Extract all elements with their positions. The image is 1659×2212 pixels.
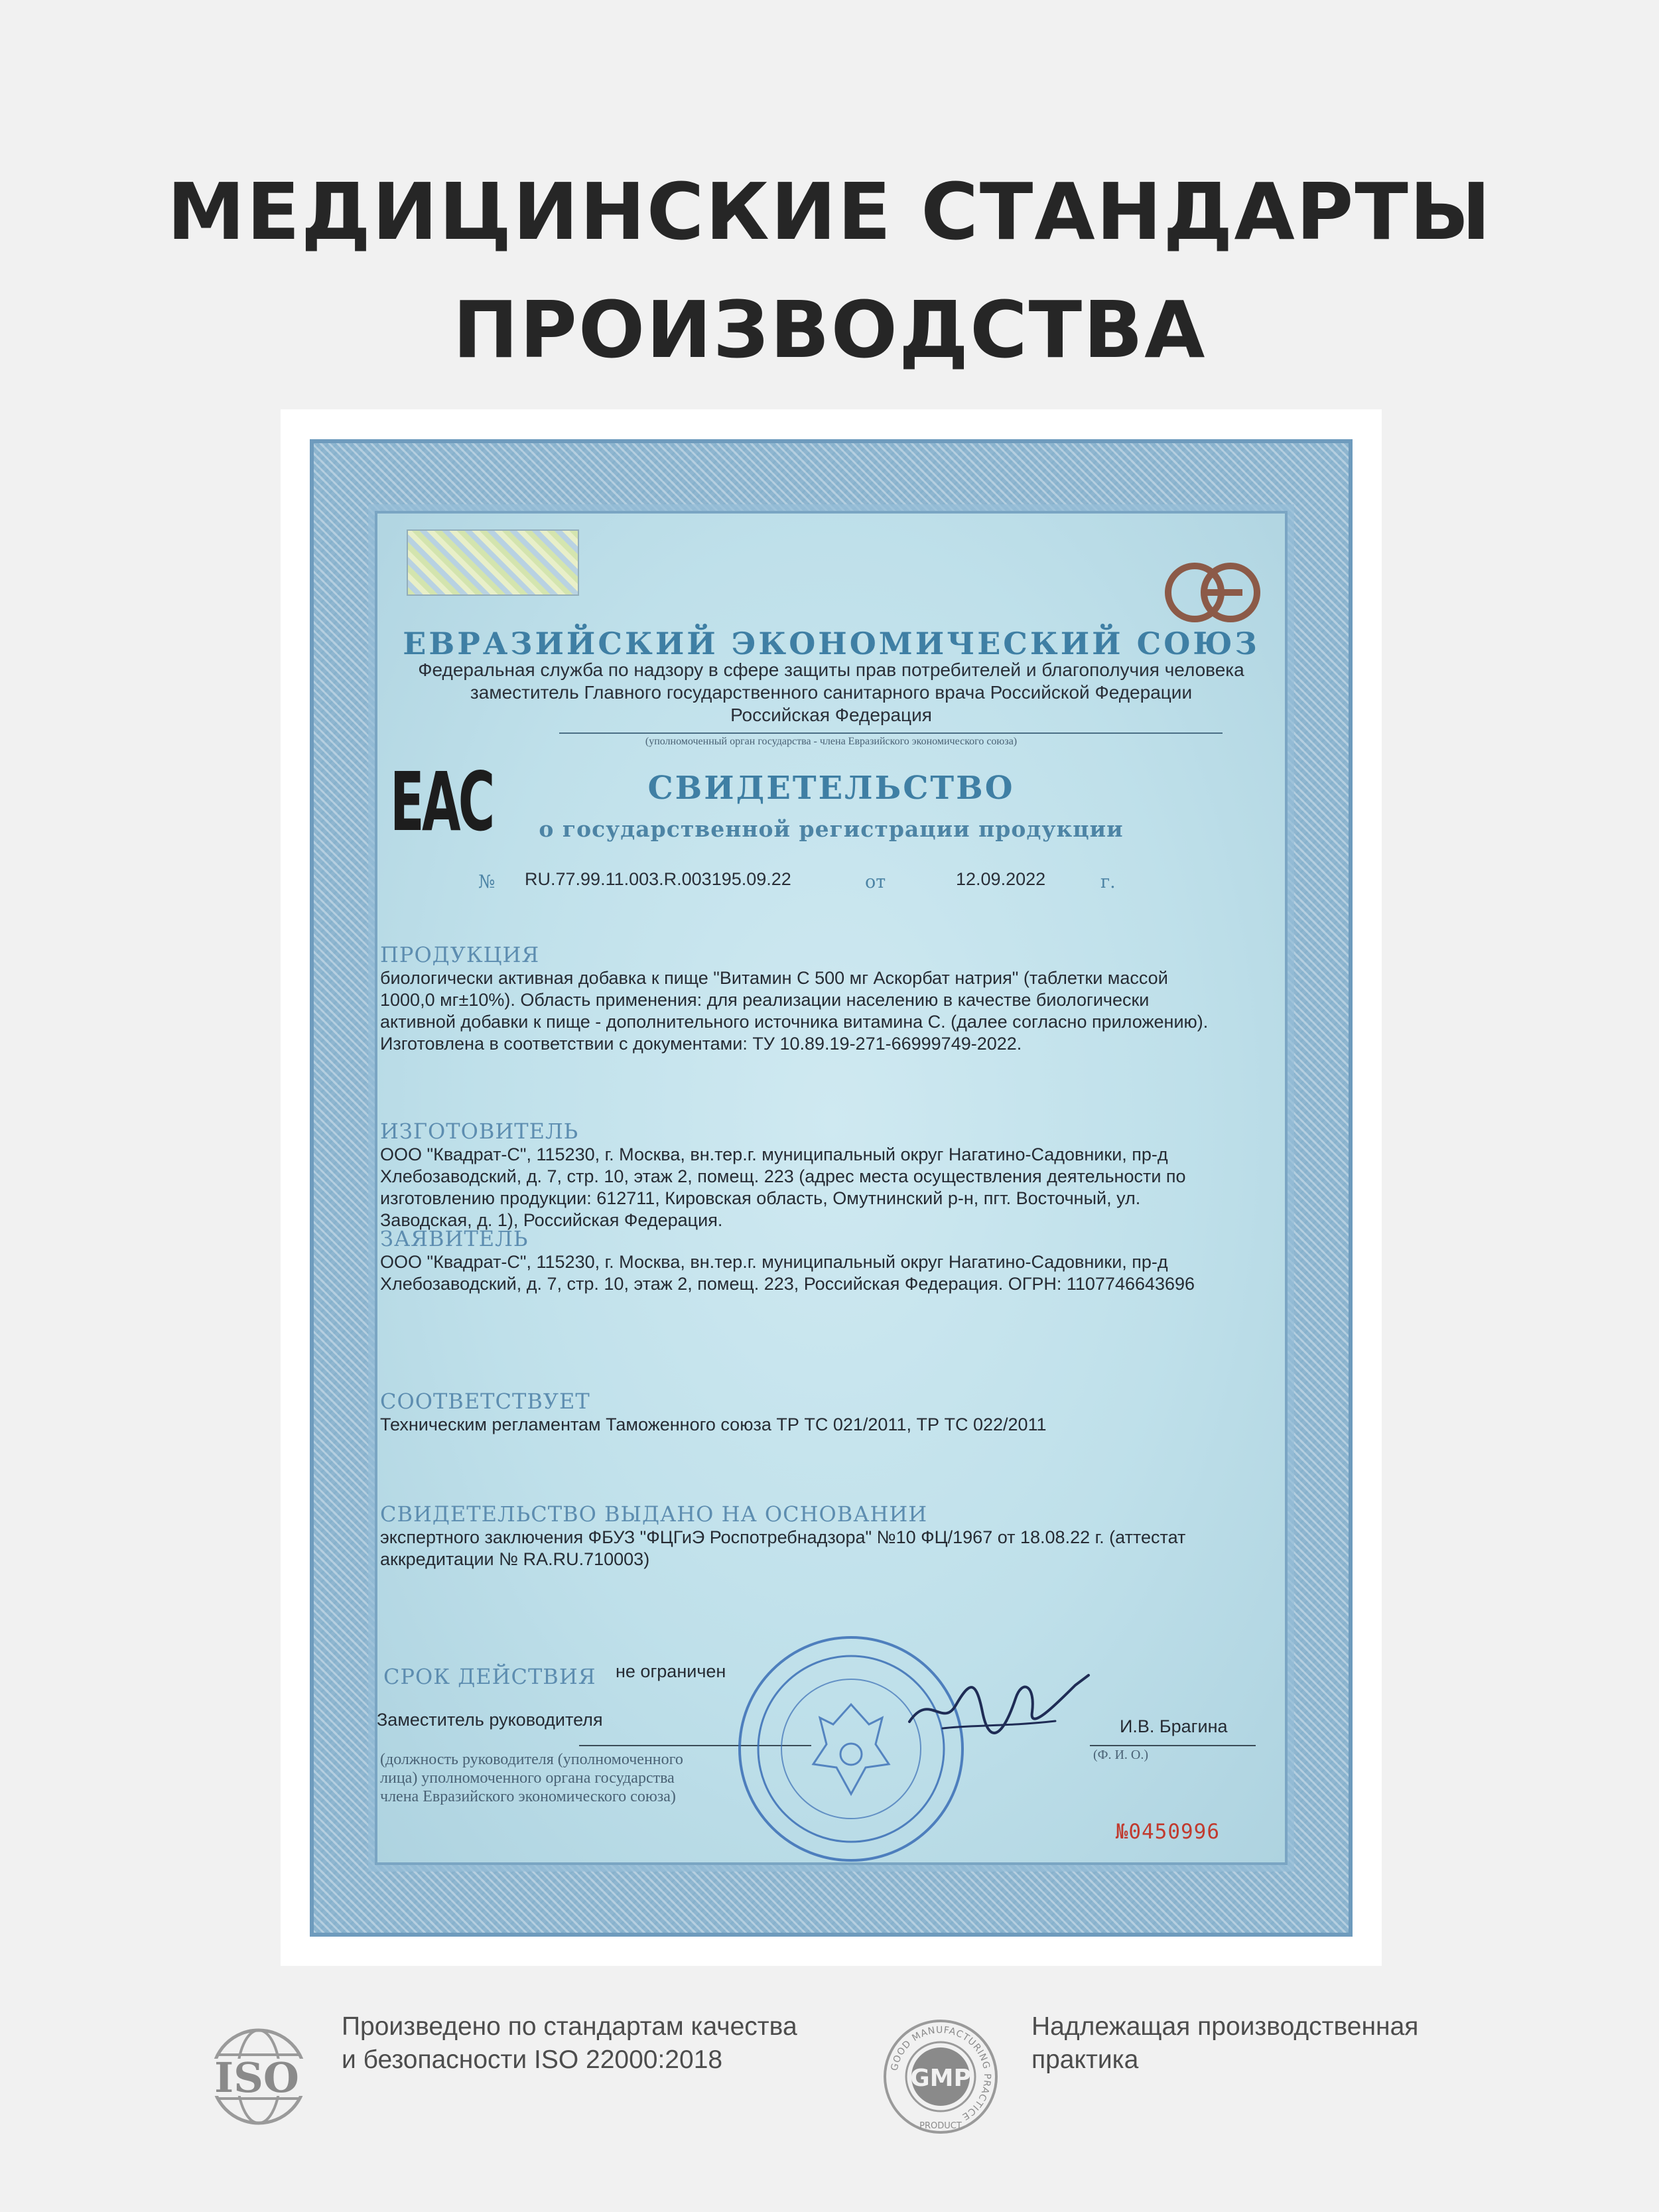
applicant-heading: ЗАЯВИТЕЛЬ (380, 1226, 529, 1251)
year-suffix: г. (1100, 872, 1116, 892)
conforms-heading: СООТВЕТСТВУЕТ (380, 1389, 590, 1414)
number-label: № (478, 872, 496, 892)
name-underline (1090, 1745, 1256, 1746)
iso-text-line: Произведено по стандартам качества (342, 2012, 797, 2041)
gmp-description (1031, 2010, 1418, 2077)
manufacturer-heading: ИЗГОТОВИТЕЛЬ (380, 1119, 579, 1144)
applicant-line: Хлебозаводский, д. 7, стр. 10, этаж 2, помещ. 223, Российская Федерация. ОГРН: 1107746643696 (380, 1274, 1195, 1294)
headline-line-2: ПРОИЗВОДСТВА (452, 284, 1207, 376)
registration-number: RU.77.99.11.003.R.003195.09.22 (525, 869, 791, 889)
gmp-product-text: PRODUCT (919, 2121, 962, 2131)
document-subtitle: о государственной регистрации продукции (539, 816, 1124, 842)
iso-badge-text: ISO (214, 2053, 299, 2102)
signer-position: Заместитель руководителя (377, 1710, 603, 1730)
page-headline (0, 153, 1659, 389)
manufacturer-line: изготовлению продукции: 612711, Кировская область, Омутнинский р-н, пгт. Восточный, ул. (380, 1188, 1141, 1208)
agency-line: заместитель Главного государственного санитарного врача Российской Федерации (470, 682, 1193, 703)
certificate-document (310, 439, 1353, 1937)
product-section (380, 942, 1208, 1055)
registration-date: 12.09.2022 (956, 869, 1046, 889)
gmp-badge-text: GMP (910, 2065, 971, 2092)
document-title: СВИДЕТЕЛЬСТВО (647, 770, 1015, 807)
union-title: ЕВРАЗИЙСКИЙ ЭКОНОМИЧЕСКИЙ СОЮЗ (403, 626, 1260, 661)
position-note-line: члена Евразийского экономического союза) (380, 1788, 676, 1805)
basis-text (380, 1527, 1185, 1570)
signer-name: И.В. Брагина (1120, 1716, 1228, 1736)
manufacturer-line: Хлебозаводский, д. 7, стр. 10, этаж 2, помещ. 223 (адрес места осуществления деятельности по (380, 1166, 1186, 1186)
product-line: 1000,0 мг±10%). Область применения: для реализации населению в качестве биологически (380, 990, 1150, 1010)
agency-line: Российская Федерация (730, 705, 932, 725)
iso-globe-icon (196, 2027, 315, 2126)
handwritten-signature (903, 1665, 1095, 1745)
conforms-text: Техническим регламентам Таможенного союза ТР ТС 021/2011, ТР ТС 022/2011 (380, 1415, 1047, 1434)
gmp-ring-text: GOOD MANUFACTURING PRACTICE (889, 2024, 993, 2122)
signer-name-note: (Ф. И. О.) (1093, 1748, 1149, 1762)
headline-line-1: МЕДИЦИНСКИЕ СТАНДАРТЫ (166, 166, 1493, 257)
applicant-text (380, 1251, 1195, 1295)
manufacturer-section (380, 1119, 1186, 1231)
position-note-line: лица) уполномоченного органа государства (380, 1769, 675, 1787)
validity-heading: СРОК ДЕЙСТВИЯ (383, 1664, 596, 1689)
agency-line: Федеральная служба по надзору в сфере защиты прав потребителей и благополучия человека (418, 659, 1244, 680)
agency-block (354, 659, 1309, 726)
iso-text-line: и безопасности ISO 22000:2018 (342, 2045, 723, 2074)
position-note-line: (должность руководителя (уполномоченного (380, 1751, 683, 1768)
hologram-sticker (407, 529, 579, 596)
applicant-section (380, 1226, 1195, 1295)
product-heading: ПРОДУКЦИЯ (380, 942, 540, 967)
gmp-text-line: Надлежащая производственная (1031, 2012, 1419, 2041)
product-line: активной добавки к пище - дополнительного источника витамина С. (далее согласно приложению). (380, 1012, 1209, 1032)
position-note (380, 1750, 683, 1806)
gmp-seal-icon (881, 2017, 1000, 2136)
basis-heading: СВИДЕТЕЛЬСТВО ВЫДАНО НА ОСНОВАНИИ (380, 1501, 928, 1527)
product-line: Изготовлена в соответствии с документами: ТУ 10.89.19-271-66999749-2022. (380, 1034, 1022, 1054)
manufacturer-line: Заводская, д. 1), Российская Федерация. (380, 1210, 723, 1230)
agency-note: (уполномоченный орган государства - члена Евразийского экономического союза) (645, 736, 1018, 747)
conforms-section (380, 1389, 1047, 1436)
agency-underline (559, 732, 1223, 734)
serial-number: №0450996 (1115, 1820, 1220, 1844)
manufacturer-line: ООО "Квадрат-С", 115230, г. Москва, вн.тер.г. муниципальный округ Нагатино-Садовники, пр-д (380, 1144, 1168, 1164)
basis-line: экспертного заключения ФБУЗ "ФЦГиЭ Роспотребнадзора" №10 ФЦ/1967 от 18.08.22 г. (аттестат (380, 1527, 1186, 1547)
validity-value: не ограничен (616, 1661, 726, 1681)
product-text (380, 967, 1208, 1055)
manufacturer-text (380, 1144, 1186, 1231)
basis-section (380, 1501, 1185, 1570)
applicant-line: ООО "Квадрат-С", 115230, г. Москва, вн.тер.г. муниципальный округ Нагатино-Садовники, пр-д (380, 1252, 1168, 1272)
date-label: от (865, 872, 886, 892)
iso-description (342, 2010, 797, 2077)
product-line: биологически активная добавка к пище "Витамин С 500 мг Аскорбат натрия" (таблетки массой (380, 968, 1168, 988)
eac-mark: ЕАС (390, 755, 493, 849)
basis-line: аккредитации № RA.RU.710003) (380, 1549, 650, 1569)
gmp-text-line: практика (1031, 2045, 1139, 2074)
